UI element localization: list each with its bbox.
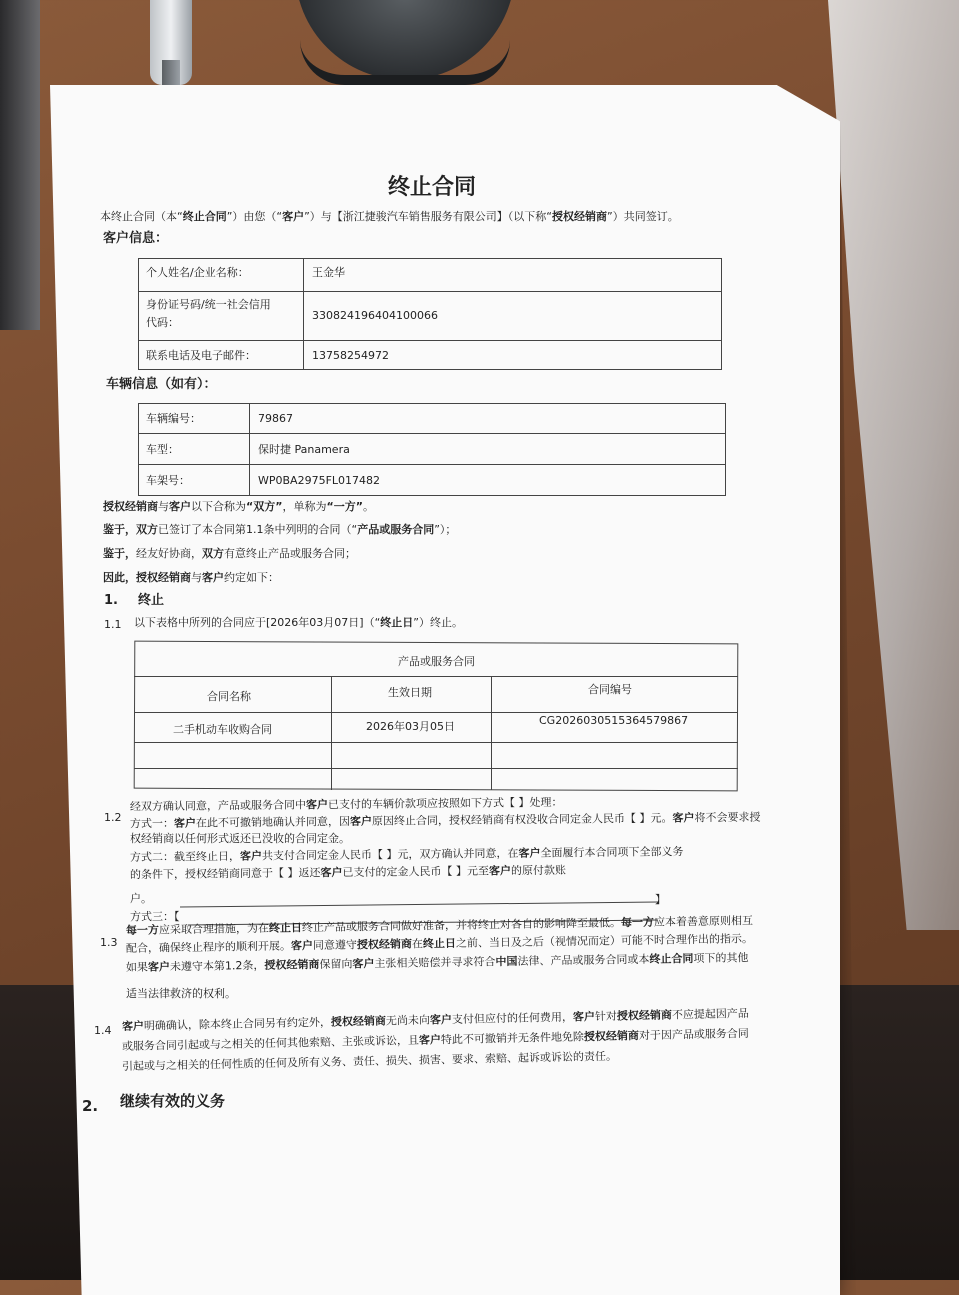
vehicle-model-label: 车型：: [146, 443, 179, 456]
vin-value: WP0BA2975FL017482: [258, 474, 381, 487]
vehicle-model-value: 保时捷 Panamera: [258, 443, 350, 456]
text-run: 客户: [121, 1019, 145, 1033]
clause-1-2-option-3-end: 】: [655, 893, 666, 906]
text-run: 客户: [173, 816, 197, 830]
text-run: 】元至: [455, 864, 490, 878]
text-run: 有意终止产品或服务合同；: [224, 547, 356, 560]
text-run: 客户: [429, 1013, 453, 1027]
text-run: 终止合同: [182, 210, 227, 223]
text-run: 客户: [418, 1033, 442, 1047]
text-run: ”）终止。: [413, 616, 463, 629]
text-run: 方式二：截至终止日，: [129, 849, 241, 864]
text-run: ”）共同签订。: [607, 210, 679, 223]
text-run: 客户: [305, 798, 329, 812]
vin-label: 车架号：: [146, 474, 190, 487]
text-run: 客户: [572, 1010, 596, 1024]
text-run: 或服务合同引起或与之相关的任何其他索赔、主张或诉讼，且: [121, 1033, 420, 1053]
text-run: 已签订了本合同第1.1条中列明的合同（“: [158, 523, 358, 536]
text-run: 因此，: [103, 571, 136, 584]
text-run: 在此不可撤销地确认并同意，因: [195, 814, 351, 830]
table-rule: [134, 742, 738, 743]
text-run: 未遵守本第1.2条，: [169, 958, 265, 974]
id-number-value: 330824196404100066: [312, 309, 438, 322]
text-run: 已支付的车辆价款项应按照如下方式【: [327, 796, 516, 812]
text-run: 全面履行本合同项下全部义务: [540, 845, 684, 860]
id-number-label-line2: 代码：: [146, 316, 179, 329]
text-run: 如果: [125, 960, 149, 974]
clause-1-2-option-2-cont: [130, 864, 566, 883]
text-run: 客户: [352, 957, 375, 971]
text-run: ”）；: [434, 523, 457, 536]
table-rule: [134, 676, 738, 677]
whereas-clause-1: [103, 523, 456, 537]
text-run: 终止日: [380, 616, 414, 629]
effective-date-header: 生效日期: [388, 686, 432, 699]
text-run: 客户: [349, 814, 373, 828]
clause-1-4-line-3: 引起或与之相关的任何性质的任何及所有义务、责任、损失、损害、要求、索赔、起诉或诉讼的责任。: [121, 1049, 618, 1073]
text-run: 授权经销商: [103, 500, 158, 513]
section-2-title: 继续有效的义务: [120, 1092, 226, 1110]
text-run: 应采取合理措施，为在: [158, 921, 270, 937]
text-run: 将不会要求授: [694, 810, 761, 825]
text-run: 每一方: [620, 915, 655, 930]
text-run: 支付但应付的任何费用，: [451, 1010, 574, 1027]
text-run: 授权经销商: [356, 937, 413, 952]
section-2-number: 2.: [82, 1097, 99, 1115]
clause-1-2-option-2-end: 户。: [130, 892, 152, 905]
text-run: 客户: [290, 939, 314, 953]
text-run: 终止产品或服务合同做好准备，并将终止对各自的影响降至最低。: [301, 916, 622, 935]
agreement-clause: [103, 571, 279, 585]
text-run: 授权经销商: [136, 571, 191, 584]
text-run: 客户: [239, 849, 263, 863]
text-run: 同意遵守: [312, 938, 358, 953]
clause-1-2-option-1-cont: 权经销商以任何形式返还已没收的合同定金。: [130, 832, 350, 845]
intro-paragraph: [100, 210, 679, 224]
contract-number-header: 合同编号: [588, 683, 632, 696]
text-run: 客户: [282, 210, 305, 223]
customer-name-label: 个人姓名/企业名称：: [146, 266, 249, 279]
text-run: 双方: [136, 523, 158, 536]
text-run: 已支付的定金人民币【: [342, 864, 453, 880]
table-rule: [249, 403, 250, 496]
contract-number-value: CG2026030515364579867: [539, 714, 689, 727]
contract-table-caption: 产品或服务合同: [398, 655, 475, 668]
text-run: 对于因产品或服务合同: [638, 1026, 749, 1043]
text-run: 配合，确保终止程序的顺利开展。: [125, 939, 292, 955]
text-run: 的原付款账: [510, 863, 567, 878]
text-run: 应本着善意原则相互: [653, 914, 754, 929]
text-run: “一方”: [326, 500, 363, 513]
contact-label: 联系电话及电子邮件：: [146, 349, 256, 362]
blank-line: [180, 901, 658, 907]
text-run: 客户: [518, 846, 541, 860]
table-rule: [138, 433, 726, 434]
text-run: 客户: [672, 811, 695, 825]
text-run: 不应提起因产品: [671, 1006, 749, 1022]
text-run: 经友好协商，: [136, 547, 202, 560]
text-run: 客户: [488, 864, 512, 878]
table-rule: [134, 712, 738, 713]
vehicle-number-label: 车辆编号：: [146, 412, 201, 425]
text-run: 明确确认，除本终止合同另有约定外，: [143, 1015, 332, 1033]
text-run: ”）由您（“: [226, 210, 283, 223]
text-run: 授权经销商: [583, 1029, 640, 1044]
text-run: 针对: [594, 1009, 618, 1024]
text-run: 与: [191, 571, 202, 584]
text-run: 共支付合同定金人民币【: [261, 848, 384, 863]
text-run: 终止日: [422, 936, 457, 951]
id-number-label: 身份证号码/统一社会信用: [146, 298, 271, 311]
clause-1-3-line-4: 适当法律救济的权利。: [126, 987, 236, 1000]
text-run: 终止合同: [649, 952, 694, 966]
clause-1-2-option-1: [130, 811, 761, 832]
text-run: 】返还: [287, 866, 321, 880]
text-run: ”）与【浙江捷骏汽车销售服务有限公司】（以下称“: [304, 210, 553, 223]
text-run: 原因终止合同，授权经销商有权没收合同定金人民币【 】元。: [371, 811, 673, 828]
text-run: 产品或服务合同: [357, 523, 435, 536]
effective-date-value: 2026年03月05日: [366, 720, 455, 733]
text-run: 与: [158, 500, 169, 513]
contract-name-header: 合同名称: [207, 690, 251, 703]
text-run: 经双方确认同意，产品或服务合同中: [129, 798, 307, 814]
clause-1-1-text: [134, 616, 463, 630]
text-run: 授权经销商: [264, 957, 320, 972]
table-rule: [491, 676, 492, 790]
text-run: 鉴于，: [103, 523, 136, 536]
text-run: 特此不可撤销并无条件地免除: [440, 1030, 585, 1047]
document-title: 终止合同: [388, 175, 477, 200]
clause-1-3-line-3: [126, 951, 749, 975]
section-1-title: 终止: [138, 593, 165, 608]
text-run: ，单称为: [282, 500, 327, 513]
text-run: 授权经销商: [616, 1008, 673, 1023]
table-rule: [331, 676, 332, 790]
text-run: 的条件下，授权经销商同意于【: [129, 866, 285, 882]
clause-1-2-option-2: [130, 845, 684, 865]
text-run: 保留向: [319, 957, 353, 971]
text-run: 之前、当日及之后（视情况而定）可能不时合理作出的指示。: [455, 932, 754, 950]
text-run: 项下的其他: [693, 951, 749, 966]
text-run: 授权经销商: [552, 210, 608, 223]
text-run: 本终止合同（本“: [100, 210, 183, 223]
section-1-number: 1.: [104, 593, 118, 608]
text-run: 每一方: [125, 923, 160, 937]
contract-name-value: 二手机动车收购合同: [173, 723, 272, 736]
whereas-clause-2: [103, 547, 356, 561]
vehicle-info-table: [138, 403, 726, 496]
customer-name-value: 王金华: [312, 266, 345, 279]
text-run: 终止日: [268, 921, 303, 935]
text-run: 。: [362, 500, 374, 513]
text-run: 客户: [169, 500, 191, 513]
text-run: 鉴于，: [103, 547, 136, 560]
text-run: 以下表格中所列的合同应于[2026年03月07日]（“: [134, 616, 381, 629]
text-run: 主张相关赔偿并寻求符合: [374, 955, 496, 971]
clause-1-2-option-3: 方式三：【: [130, 910, 180, 923]
text-run: 以下合称为: [191, 500, 246, 513]
text-run: 客户: [320, 866, 343, 880]
text-run: 客户: [147, 960, 171, 974]
text-run: 】元，双方确认并同意，在: [386, 846, 519, 862]
clause-1-2-number: 1.2: [104, 811, 122, 824]
text-run: 在: [411, 937, 424, 951]
table-rule: [138, 340, 722, 341]
text-run: 授权经销商: [330, 1014, 387, 1029]
clause-1-3-number: 1.3: [100, 936, 118, 949]
vehicle-number-value: 79867: [258, 412, 293, 425]
text-run: 法律、产品或服务合同或本: [517, 952, 650, 968]
text-run: 中国: [495, 954, 518, 969]
vehicle-info-heading: 车辆信息（如有）：: [106, 377, 217, 392]
text-run: “双方”: [246, 500, 283, 513]
customer-info-heading: 客户信息：: [103, 231, 169, 246]
text-run: 方式一：: [129, 816, 175, 831]
clause-1-2-line-1: [130, 796, 563, 815]
text-run: 双方: [202, 547, 224, 560]
text-run: 无尚未向: [385, 1013, 431, 1028]
text-run: 】处理：: [518, 795, 563, 810]
table-rule: [303, 258, 304, 370]
table-rule: [134, 768, 738, 769]
clause-1-4-number: 1.4: [94, 1024, 112, 1037]
table-rule: [138, 464, 726, 465]
table-rule: [138, 291, 722, 292]
parties-definition: [103, 500, 374, 514]
clause-1-1-number: 1.1: [104, 618, 122, 631]
contact-value: 13758254972: [312, 349, 389, 362]
text-run: 约定如下：: [224, 571, 279, 584]
text-run: 客户: [202, 571, 224, 584]
